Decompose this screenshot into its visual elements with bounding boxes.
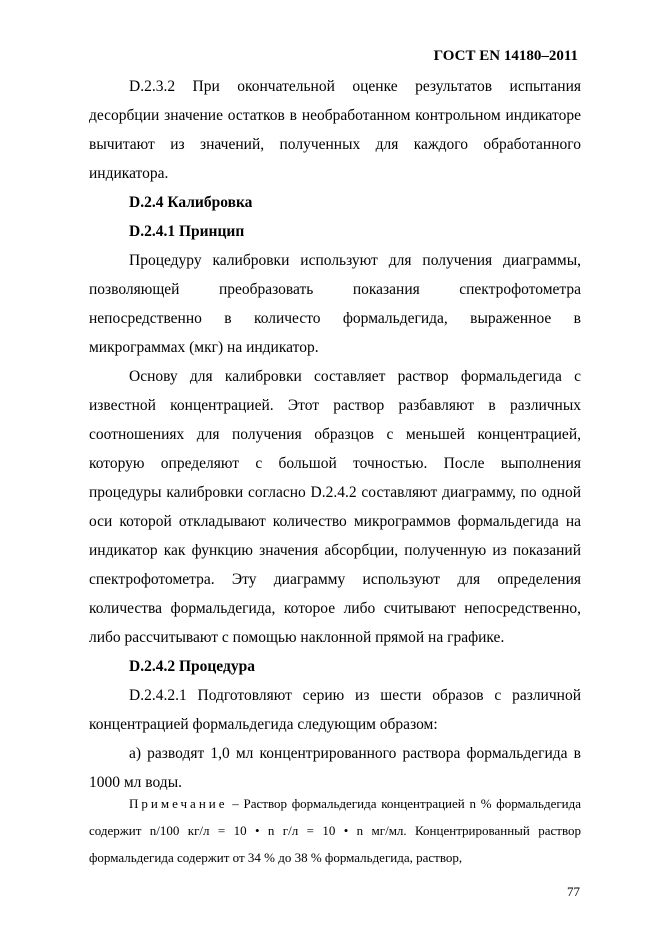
heading-d24: D.2.4 Калибровка [129,194,253,211]
note-block [89,790,581,871]
paragraph-principle-1: Процедуру калибровки используют для получения диаграммы, позволяющей преобразовать показания спектрофотометра непосредственно в количесто формальдегида, выраженное в микрограммах (мкг) на индикатор. [89,252,581,356]
page-number: 77 [567,884,580,899]
list-item-a: a) разводят 1,0 мл концентрированного раствора формальдегида в 1000 мл воды. [89,745,581,791]
note-label: Примечание [129,796,228,811]
heading-d242: D.2.4.2 Процедура [129,658,255,675]
paragraph-d2421: D.2.4.2.1 Подготовляют серию из шести образов с различной концентрацией формальдегида следующим образом: [89,687,581,733]
heading-d241: D.2.4.1 Принцип [129,223,245,240]
page-body [89,72,581,797]
note-text: – Раствор формальдегида концентрацией n % формальдегида содержит n/100 кг/л = 10 • n г/л = 10 • n мг/мл. Концентрированный раствор формальдегида содержит от 34 % до 38 % формальдегида, раствор, [89,796,582,865]
paragraph-d232: D.2.3.2 При окончательной оценке результатов испытания десорбции значение остатков в необработанном контрольном индикаторе вычитают из значений, полученных для каждого обработанного индикатора. [89,78,581,182]
note-paragraph [89,790,581,871]
document-code-header: ГОСТ EN 14180–2011 [433,48,578,64]
paragraph-principle-2: Основу для калибровки составляет раствор формальдегида с известной концентрацией. Этот раствор разбавляют в различных соотношениях для получения образцов с меньшей концентрацией, которую определяют с большой точностью. После выполнения процедуры калибровки согласно D.2.4.2 составляют диаграмму, по одной оси которой откладывают количество микрограммов формальдегида на индикатор как функцию значения абсорбции, полученную из показаний спектрофотометра. Эту диаграмму используют для определения количества формальдегида, которое либо считывают непосредственно, либо рассчитывают с помощью наклонной прямой на графике. [89,368,581,646]
